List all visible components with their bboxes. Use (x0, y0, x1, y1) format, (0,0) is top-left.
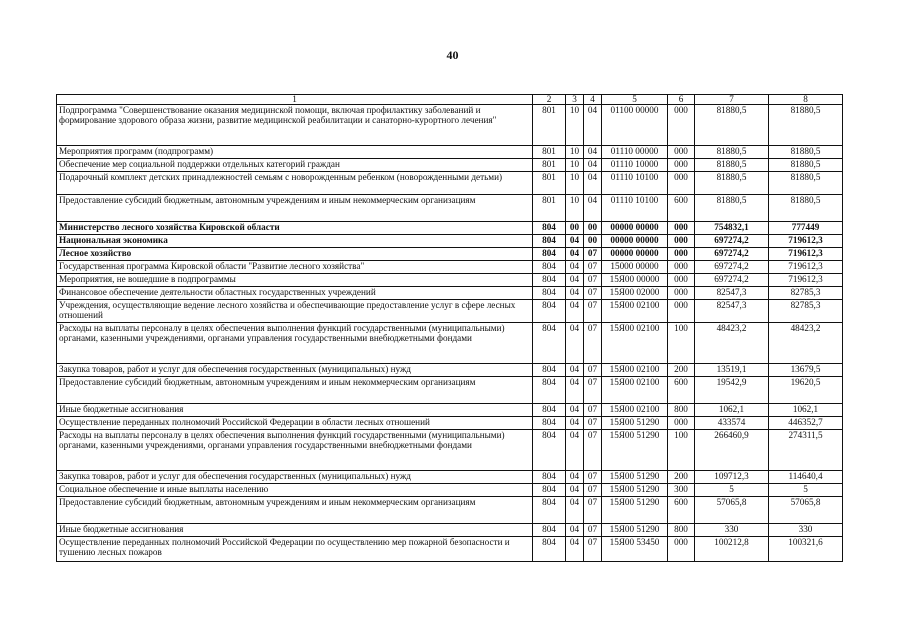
row-name-cell: Мероприятия, не вошедшие в подпрограммы (57, 274, 533, 287)
amount-year2-cell: 446352,7 (769, 417, 843, 430)
target-article-cell: 15Я00 02100 (602, 323, 668, 364)
subsection-cell: 07 (584, 404, 602, 417)
subsection-cell: 07 (584, 377, 602, 404)
expense-type-cell: 600 (668, 195, 695, 222)
section-cell: 04 (566, 274, 584, 287)
code-gr-cell: 804 (533, 471, 566, 484)
code-gr-cell: 801 (533, 159, 566, 172)
column-header: 5 (602, 95, 668, 105)
subsection-cell: 07 (584, 430, 602, 471)
amount-year1-cell: 5 (695, 484, 769, 497)
subsection-cell: 04 (584, 159, 602, 172)
subsection-cell: 07 (584, 261, 602, 274)
table-row (57, 300, 843, 323)
amount-year2-cell: 19620,5 (769, 377, 843, 404)
code-gr-cell: 804 (533, 404, 566, 417)
section-cell: 04 (566, 537, 584, 562)
table-row (57, 195, 843, 222)
table-row (57, 471, 843, 484)
table-row (57, 537, 843, 562)
subsection-cell: 00 (584, 235, 602, 248)
code-gr-cell: 804 (533, 323, 566, 364)
row-name-cell: Предоставление субсидий бюджетным, автономным учреждениям и иным некоммерческим организациям (57, 377, 533, 404)
code-gr-cell: 804 (533, 524, 566, 537)
amount-year1-cell: 100212,8 (695, 537, 769, 562)
table-row (57, 524, 843, 537)
amount-year1-cell: 697274,2 (695, 261, 769, 274)
amount-year2-cell: 274311,5 (769, 430, 843, 471)
code-gr-cell: 804 (533, 377, 566, 404)
amount-year2-cell: 81880,5 (769, 172, 843, 195)
amount-year2-cell: 48423,2 (769, 323, 843, 364)
amount-year1-cell: 81880,5 (695, 105, 769, 146)
target-article-cell: 01110 10000 (602, 159, 668, 172)
code-gr-cell: 801 (533, 146, 566, 159)
subsection-cell: 04 (584, 172, 602, 195)
amount-year1-cell: 13519,1 (695, 364, 769, 377)
row-name-cell: Финансовое обеспечение деятельности областных государственных учреждений (57, 287, 533, 300)
row-name-cell: Закупка товаров, работ и услуг для обеспечения государственных (муниципальных) нужд (57, 364, 533, 377)
target-article-cell: 15Я00 02100 (602, 377, 668, 404)
row-name-cell: Министерство лесного хозяйства Кировской области (57, 222, 533, 235)
amount-year1-cell: 81880,5 (695, 172, 769, 195)
row-name-cell: Мероприятия программ (подпрограмм) (57, 146, 533, 159)
row-name-cell: Закупка товаров, работ и услуг для обеспечения государственных (муниципальных) нужд (57, 471, 533, 484)
section-cell: 04 (566, 417, 584, 430)
row-name-cell: Предоставление субсидий бюджетным, автономным учреждениям и иным некоммерческим организациям (57, 497, 533, 524)
expense-type-cell: 200 (668, 471, 695, 484)
expense-type-cell: 000 (668, 105, 695, 146)
page-number: 40 (446, 48, 459, 62)
subsection-cell: 07 (584, 484, 602, 497)
table-row (57, 274, 843, 287)
amount-year2-cell: 100321,6 (769, 537, 843, 562)
column-header: 6 (668, 95, 695, 105)
target-article-cell: 15Я00 00000 (602, 274, 668, 287)
section-cell: 04 (566, 471, 584, 484)
amount-year1-cell: 57065,8 (695, 497, 769, 524)
target-article-cell: 00000 00000 (602, 222, 668, 235)
row-name-cell: Иные бюджетные ассигнования (57, 524, 533, 537)
code-gr-cell: 804 (533, 248, 566, 261)
amount-year1-cell: 697274,2 (695, 274, 769, 287)
amount-year2-cell: 81880,5 (769, 105, 843, 146)
amount-year1-cell: 697274,2 (695, 248, 769, 261)
code-gr-cell: 801 (533, 105, 566, 146)
target-article-cell: 15Я00 02100 (602, 364, 668, 377)
expense-type-cell: 000 (668, 417, 695, 430)
subsection-cell: 07 (584, 497, 602, 524)
header-row (57, 95, 843, 105)
section-cell: 10 (566, 105, 584, 146)
section-cell: 10 (566, 159, 584, 172)
subsection-cell: 00 (584, 222, 602, 235)
row-name-cell: Национальная экономика (57, 235, 533, 248)
amount-year1-cell: 266460,9 (695, 430, 769, 471)
row-name-cell: Государственная программа Кировской области "Развитие лесного хозяйства" (57, 261, 533, 274)
expense-type-cell: 200 (668, 364, 695, 377)
subsection-cell: 07 (584, 287, 602, 300)
amount-year1-cell: 330 (695, 524, 769, 537)
section-cell: 04 (566, 524, 584, 537)
target-article-cell: 15Я00 51290 (602, 524, 668, 537)
code-gr-cell: 801 (533, 195, 566, 222)
section-cell: 04 (566, 261, 584, 274)
code-gr-cell: 804 (533, 222, 566, 235)
target-article-cell: 15Я00 53450 (602, 537, 668, 562)
amount-year2-cell: 330 (769, 524, 843, 537)
expense-type-cell: 000 (668, 300, 695, 323)
code-gr-cell: 804 (533, 274, 566, 287)
table-row (57, 261, 843, 274)
section-cell: 10 (566, 195, 584, 222)
budget-table (56, 94, 843, 562)
table-row (57, 235, 843, 248)
target-article-cell: 00000 00000 (602, 235, 668, 248)
row-name-cell: Подарочный комплект детских принадлежностей семьям с новорожденным ребенком (новорожденными детьми) (57, 172, 533, 195)
row-name-cell: Подпрограмма "Совершенствование оказания медицинской помощи, включая профилактику заболеваний и формирование здорового образа жизни, развитие медицинской реабилитации и санаторно-курортного лечения" (57, 105, 533, 146)
row-name-cell: Осуществление переданных полномочий Российской Федерации по осуществлению мер пожарной безопасности и тушению лесных пожаров (57, 537, 533, 562)
target-article-cell: 15Я00 51290 (602, 430, 668, 471)
row-name-cell: Лесное хозяйство (57, 248, 533, 261)
amount-year1-cell: 82547,3 (695, 300, 769, 323)
section-cell: 00 (566, 222, 584, 235)
row-name-cell: Осуществление переданных полномочий Российской Федерации в области лесных отношений (57, 417, 533, 430)
expense-type-cell: 100 (668, 323, 695, 364)
table-row (57, 222, 843, 235)
table-row (57, 172, 843, 195)
expense-type-cell: 000 (668, 235, 695, 248)
amount-year1-cell: 697274,2 (695, 235, 769, 248)
amount-year1-cell: 754832,1 (695, 222, 769, 235)
section-cell: 10 (566, 172, 584, 195)
subsection-cell: 04 (584, 146, 602, 159)
section-cell: 04 (566, 248, 584, 261)
amount-year1-cell: 1062,1 (695, 404, 769, 417)
amount-year2-cell: 1062,1 (769, 404, 843, 417)
row-name-cell: Обеспечение мер социальной поддержки отдельных категорий граждан (57, 159, 533, 172)
target-article-cell: 15Я00 51290 (602, 471, 668, 484)
amount-year1-cell: 19542,9 (695, 377, 769, 404)
expense-type-cell: 800 (668, 524, 695, 537)
section-cell: 04 (566, 323, 584, 364)
section-cell: 04 (566, 235, 584, 248)
amount-year1-cell: 81880,5 (695, 159, 769, 172)
expense-type-cell: 300 (668, 484, 695, 497)
row-name-cell: Предоставление субсидий бюджетным, автономным учреждениям и иным некоммерческим организациям (57, 195, 533, 222)
expense-type-cell: 800 (668, 404, 695, 417)
target-article-cell: 15Я00 51290 (602, 484, 668, 497)
table-row (57, 159, 843, 172)
subsection-cell: 07 (584, 364, 602, 377)
amount-year2-cell: 82785,3 (769, 287, 843, 300)
amount-year2-cell: 777449 (769, 222, 843, 235)
table-row (57, 404, 843, 417)
table-row (57, 377, 843, 404)
code-gr-cell: 804 (533, 287, 566, 300)
amount-year1-cell: 82547,3 (695, 287, 769, 300)
section-cell: 10 (566, 146, 584, 159)
table-row (57, 497, 843, 524)
code-gr-cell: 804 (533, 497, 566, 524)
amount-year2-cell: 719612,3 (769, 235, 843, 248)
subsection-cell: 07 (584, 524, 602, 537)
amount-year2-cell: 719612,3 (769, 274, 843, 287)
column-header: 2 (533, 95, 566, 105)
target-article-cell: 15Я00 51290 (602, 497, 668, 524)
subsection-cell: 07 (584, 537, 602, 562)
expense-type-cell: 000 (668, 287, 695, 300)
subsection-cell: 07 (584, 274, 602, 287)
amount-year2-cell: 719612,3 (769, 248, 843, 261)
amount-year2-cell: 13679,5 (769, 364, 843, 377)
amount-year1-cell: 109712,3 (695, 471, 769, 484)
target-article-cell: 00000 00000 (602, 248, 668, 261)
expense-type-cell: 000 (668, 261, 695, 274)
amount-year2-cell: 57065,8 (769, 497, 843, 524)
amount-year1-cell: 433574 (695, 417, 769, 430)
code-gr-cell: 804 (533, 430, 566, 471)
target-article-cell: 15Я00 02100 (602, 300, 668, 323)
expense-type-cell: 000 (668, 537, 695, 562)
target-article-cell: 01110 10100 (602, 172, 668, 195)
amount-year2-cell: 82785,3 (769, 300, 843, 323)
code-gr-cell: 804 (533, 235, 566, 248)
subsection-cell: 07 (584, 300, 602, 323)
code-gr-cell: 804 (533, 364, 566, 377)
section-cell: 04 (566, 364, 584, 377)
amount-year2-cell: 81880,5 (769, 146, 843, 159)
table-row (57, 248, 843, 261)
section-cell: 04 (566, 484, 584, 497)
subsection-cell: 07 (584, 471, 602, 484)
section-cell: 04 (566, 287, 584, 300)
code-gr-cell: 804 (533, 537, 566, 562)
table-row (57, 417, 843, 430)
expense-type-cell: 600 (668, 497, 695, 524)
amount-year2-cell: 81880,5 (769, 159, 843, 172)
table-row (57, 287, 843, 300)
section-cell: 04 (566, 404, 584, 417)
table-row (57, 146, 843, 159)
column-header: 3 (566, 95, 584, 105)
subsection-cell: 07 (584, 323, 602, 364)
code-gr-cell: 804 (533, 261, 566, 274)
expense-type-cell: 000 (668, 172, 695, 195)
target-article-cell: 15Я00 51290 (602, 417, 668, 430)
section-cell: 04 (566, 430, 584, 471)
row-name-cell: Учреждения, осуществляющие ведение лесного хозяйства и обеспечивающие предоставление услуг в сфере лесных отношений (57, 300, 533, 323)
subsection-cell: 07 (584, 417, 602, 430)
expense-type-cell: 000 (668, 248, 695, 261)
column-header: 7 (695, 95, 769, 105)
expense-type-cell: 000 (668, 222, 695, 235)
code-gr-cell: 804 (533, 300, 566, 323)
subsection-cell: 04 (584, 105, 602, 146)
code-gr-cell: 804 (533, 417, 566, 430)
amount-year2-cell: 81880,5 (769, 195, 843, 222)
section-cell: 04 (566, 497, 584, 524)
row-name-cell: Расходы на выплаты персоналу в целях обеспечения выполнения функций государственными (муниципальными) органами, казенными учреждениями, органами управления государственными внебюджетными фондами (57, 430, 533, 471)
code-gr-cell: 804 (533, 484, 566, 497)
target-article-cell: 15Я00 02000 (602, 287, 668, 300)
amount-year2-cell: 114640,4 (769, 471, 843, 484)
amount-year2-cell: 5 (769, 484, 843, 497)
code-gr-cell: 801 (533, 172, 566, 195)
table-row (57, 430, 843, 471)
amount-year1-cell: 81880,5 (695, 146, 769, 159)
row-name-cell: Расходы на выплаты персоналу в целях обеспечения выполнения функций государственными (муниципальными) органами, казенными учреждениями, органами управления государственными внебюджетными фондами (57, 323, 533, 364)
section-cell: 04 (566, 377, 584, 404)
amount-year1-cell: 81880,5 (695, 195, 769, 222)
expense-type-cell: 000 (668, 159, 695, 172)
subsection-cell: 07 (584, 248, 602, 261)
section-cell: 04 (566, 300, 584, 323)
amount-year2-cell: 719612,3 (769, 261, 843, 274)
table-row (57, 323, 843, 364)
expense-type-cell: 000 (668, 146, 695, 159)
column-header: 4 (584, 95, 602, 105)
target-article-cell: 01110 10100 (602, 195, 668, 222)
column-header: 1 (57, 95, 533, 105)
target-article-cell: 01100 00000 (602, 105, 668, 146)
column-header: 8 (769, 95, 843, 105)
target-article-cell: 01110 00000 (602, 146, 668, 159)
row-name-cell: Социальное обеспечение и иные выплаты населению (57, 484, 533, 497)
table-row (57, 484, 843, 497)
target-article-cell: 15Я00 02100 (602, 404, 668, 417)
table-row (57, 364, 843, 377)
target-article-cell: 15000 00000 (602, 261, 668, 274)
row-name-cell: Иные бюджетные ассигнования (57, 404, 533, 417)
subsection-cell: 04 (584, 195, 602, 222)
amount-year1-cell: 48423,2 (695, 323, 769, 364)
expense-type-cell: 100 (668, 430, 695, 471)
table-row (57, 105, 843, 146)
expense-type-cell: 000 (668, 274, 695, 287)
expense-type-cell: 600 (668, 377, 695, 404)
